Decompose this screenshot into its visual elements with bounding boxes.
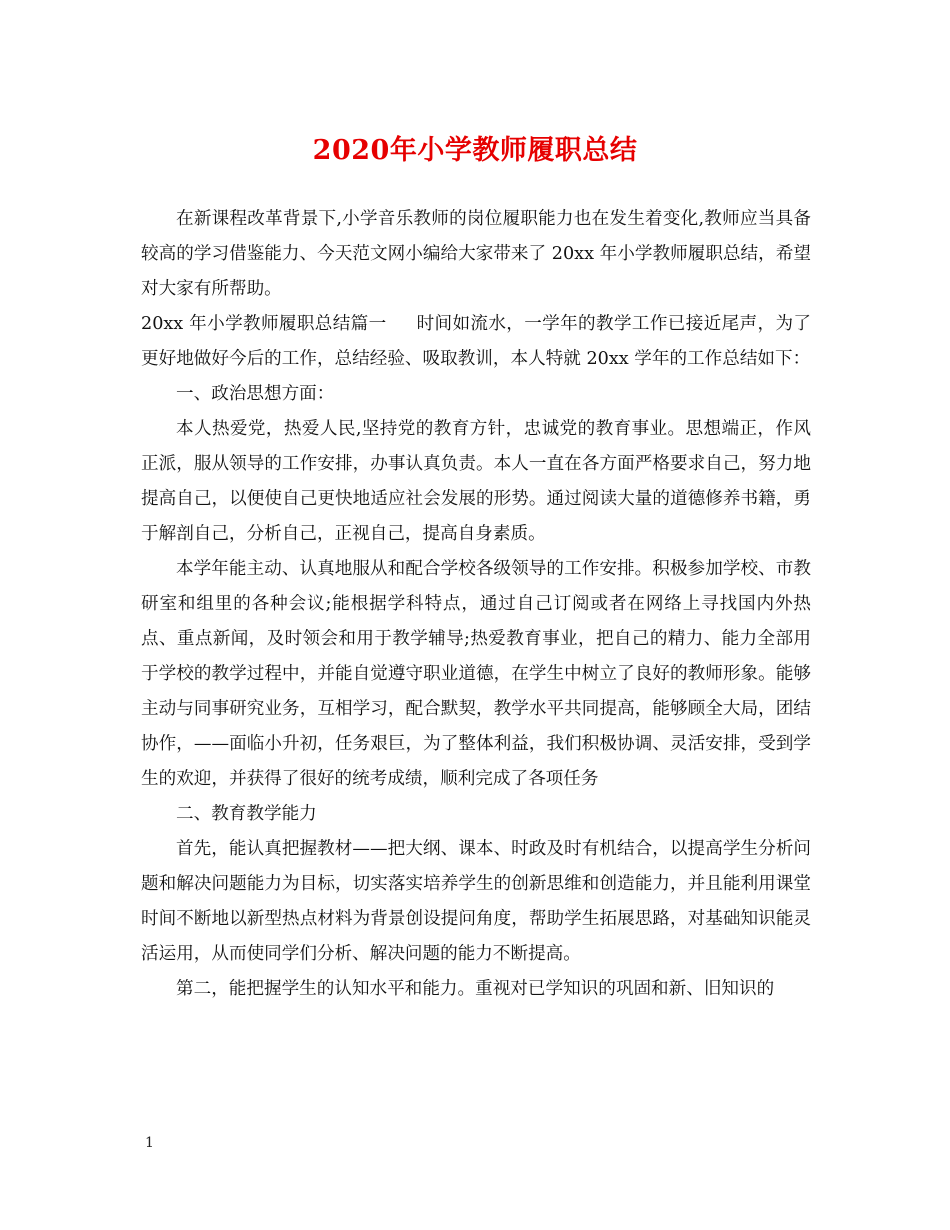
politics-paragraph: 本人热爱党，热爱人民,坚持党的教育方针，忠诚党的教育事业。思想端正，作风正派，服从领导的工作安排，办事认真负责。本人一直在各方面严格要求自己，努力地提高自己，以便使自己更快地适应社会发展的形势。通过阅读大量的道德修养书籍，勇于解剖自己，分析自己，正视自己，提高自身素质。 (141, 419, 811, 544)
document-body (141, 202, 811, 1007)
teaching-paragraph-2: 第二，能把握学生的认知水平和能力。重视对已学知识的巩固和新、旧知识的 (176, 979, 775, 999)
section-label: 20xx 年小学教师履职总结篇一 (141, 314, 387, 334)
section-heading-politics: 一、政治思想方面： (176, 384, 335, 404)
teaching-paragraph-1: 首先，能认真把握教材——把大纲、课本、时政及时有机结合，以提高学生分析问题和解决问题能力为目标，切实落实培养学生的创新思维和创造能力，并且能利用课堂时间不断地以新型热点材料为背景创设提问角度，帮助学生拓展思路，对基础知识能灵活运用，从而使同学们分析、解决问题的能力不断提高。 (141, 839, 811, 964)
section-intro-paragraph (141, 307, 811, 377)
document-title: 2020年小学教师履职总结 (312, 135, 638, 166)
intro-paragraph: 在新课程改革背景下,小学音乐教师的岗位履职能力也在发生着变化,教师应当具备较高的学习借鉴能力、今天范文网小编给大家带来了 20xx 年小学教师履职总结，希望对大家有所帮助。 (141, 209, 811, 299)
page-number: 1 (145, 1135, 154, 1151)
opening-text: 时间如流水，一学年的教学工作已接近尾声，为了更好地做好今后的工作，总结经验、吸取教训，本人特就 20xx 学年的工作总结如下： (141, 314, 811, 369)
cooperation-paragraph: 本学年能主动、认真地服从和配合学校各级领导的工作安排。积极参加学校、市教研室和组里的各种会议;能根据学科特点，通过自己订阅或者在网络上寻找国内外热点、重点新闻，及时领会和用于教学辅导;热爱教育事业，把自己的精力、能力全部用于学校的教学过程中，并能自觉遵守职业道德，在学生中树立了良好的教师形象。能够主动与同事研究业务，互相学习，配合默契，教学水平共同提高，能够顾全大局，团结协作，——面临小升初，任务艰巨，为了整体利益，我们积极协调、灵活安排，受到学生的欢迎，并获得了很好的统考成绩，顺利完成了各项任务 (141, 559, 811, 789)
section-heading-teaching: 二、教育教学能力 (176, 804, 317, 824)
